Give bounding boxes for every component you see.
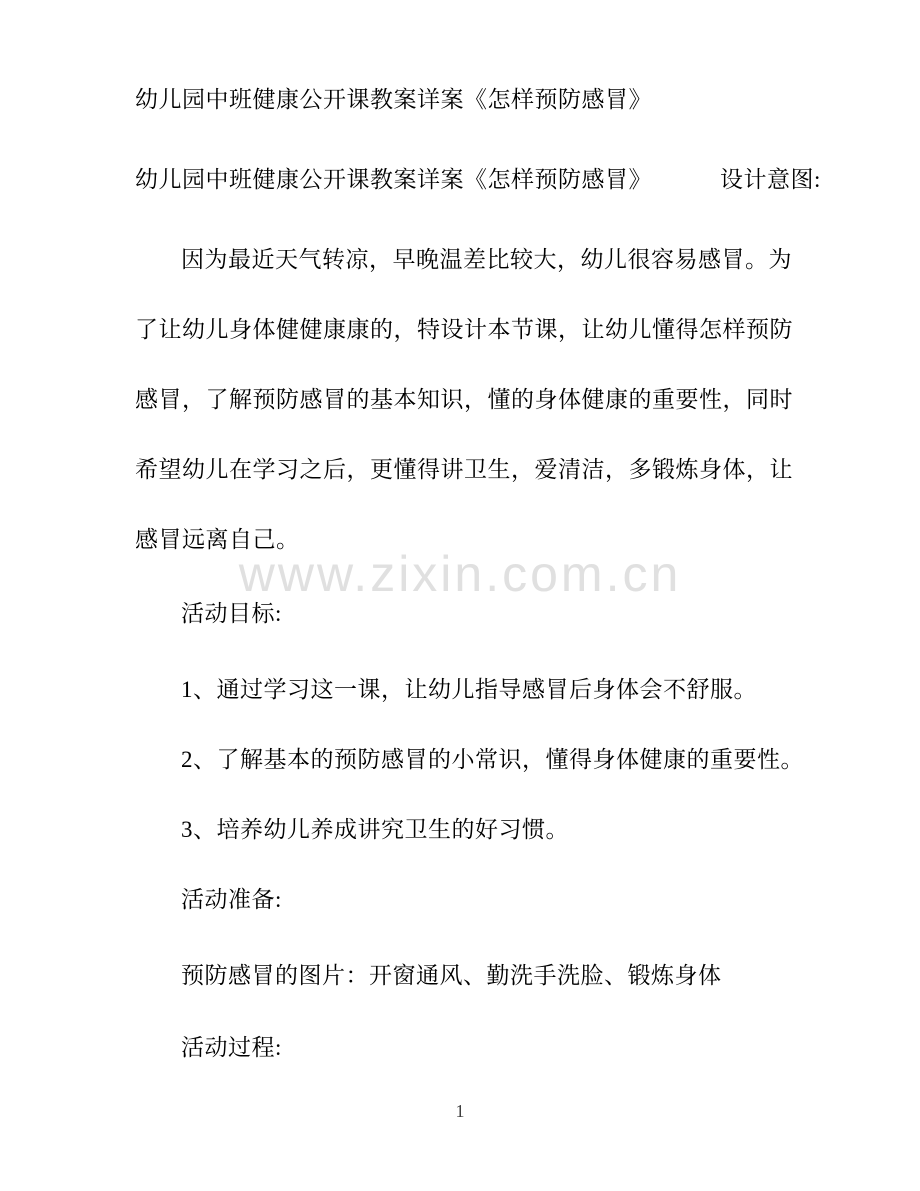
intro-paragraph-line-1: 因为最近天气转凉，早晚温差比较大，幼儿很容易感冒。为 (181, 247, 792, 272)
preparation-heading: 活动准备: (181, 887, 282, 912)
goal-item-1: 1、通过学习这一课，让幼儿指导感冒后身体会不舒服。 (181, 677, 757, 702)
intro-paragraph-line-5: 感冒远离自己。 (135, 527, 300, 552)
preparation-content: 预防感冒的图片：开窗通风、勤洗手洗脸、锻炼身体 (181, 963, 722, 988)
subtitle-title-text: 幼儿园中班健康公开课教案详案《怎样预防感冒》 (135, 167, 652, 192)
subtitle-line (135, 166, 821, 194)
process-heading: 活动过程: (181, 1035, 282, 1060)
goal-item-2: 2、了解基本的预防感冒的小常识，懂得身体健康的重要性。 (181, 747, 804, 772)
document-title: 幼儿园中班健康公开课教案详案《怎样预防感冒》 (135, 87, 652, 112)
intro-paragraph-line-2: 了让幼儿身体健健康康的，特设计本节课，让幼儿懂得怎样预防 (135, 317, 793, 342)
intro-paragraph-line-4: 希望幼儿在学习之后，更懂得讲卫生，爱清洁，多锻炼身体，让 (135, 457, 793, 482)
watermark-text: www.zixin.com.cn (238, 546, 682, 602)
goal-item-3: 3、培养幼儿养成讲究卫生的好习惯。 (181, 817, 569, 842)
design-intent-label: 设计意图: (720, 167, 821, 192)
goals-heading: 活动目标: (181, 601, 282, 626)
page-number: 1 (455, 1101, 465, 1121)
intro-paragraph-line-3: 感冒，了解预防感冒的基本知识，懂的身体健康的重要性，同时 (135, 387, 793, 412)
